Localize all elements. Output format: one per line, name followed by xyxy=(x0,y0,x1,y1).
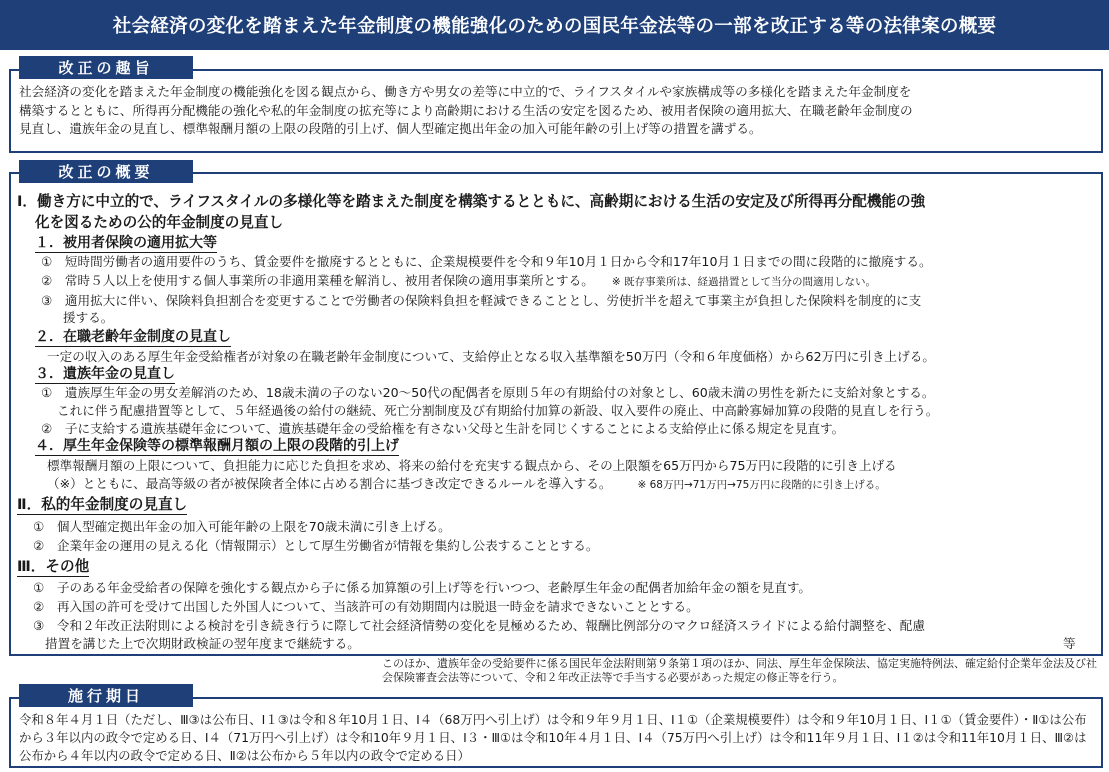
section-3-item-3-line1: ③ 令和２年改正法附則による検討を引き続き行うに際して社会経済情勢の変化を見極めるため、報酬比例部分のマクロ経済スライドによる給付調整を、配慮 xyxy=(33,618,925,633)
effective-date-text: 令和８年４月１日（ただし、Ⅲ③は公布日、Ⅰ１③は令和８年10月１日、Ⅰ４（68万円へ引上げ）は令和９年９月１日、Ⅰ１①（企業規模要件）は令和９年10月１日、Ⅰ１①（賃金要件）・Ⅱ①は公布から３年以内の政令で定める日、Ⅰ４（71万円へ引上げ）は令和10年９月１日、Ⅰ３・Ⅲ①は令和10年４月１日、Ⅰ４（75万円へ引上げ）は令和11年９月１日、Ⅰ１②は令和11年10月１日、Ⅲ②は公布から４年以内の政令で定める日、Ⅱ②は公布から５年以内の政令で定める日） xyxy=(19,712,1087,763)
section-1-4-text-line2-body: （※）とともに、最高等級の者が被保険者全体に占める割合に基づき改定できるルールを導入する。 xyxy=(47,476,612,491)
section-1-2-heading: ２．在職老齢年金制度の見直し xyxy=(35,326,231,347)
effective-date-tab: 施行期日 xyxy=(19,684,193,707)
section-1-heading-line1: Ⅰ．働き方に中立的で、ライフスタイルの多様化等を踏まえた制度を構築するとともに、高齢期における生活の安定及び所得再分配機能の強 xyxy=(17,193,926,210)
section-3-item-1: ① 子のある年金受給者の保障を強化する観点から子に係る加算額の引上げ等を行いつつ、老齢厚生年金の配偶者加給年金の額を見直す。 xyxy=(33,580,811,595)
purpose-line-1: 社会経済の変化を踏まえた年金制度の機能強化を図る観点から、働き方や男女の差等に中立的で、ライフスタイルや家族構成等の多様化を踏まえた年金制度を xyxy=(19,84,912,99)
overview-box xyxy=(9,172,1103,656)
section-3-item-3-line2: 措置を講じた上で次期財政検証の翌年度まで継続する。 xyxy=(45,636,360,651)
section-2-item-2: ② 企業年金の運用の見える化（情報開示）として厚生労働省が情報を集約し公表することとする。 xyxy=(33,538,599,553)
section-1-4-text-line2 xyxy=(47,473,886,492)
purpose-box xyxy=(9,69,1103,153)
purpose-line-3: 見直し、遺族年金の見直し、標準報酬月額の上限の段階的引上げ、個人型確定拠出年金の加入可能年齢の引上げ等の措置を講ずる。 xyxy=(19,121,762,136)
section-1-3-item-2: ② 子に支給する遺族基礎年金について、遺族基礎年金の受給権を有さない父母と生計を同じくすることによる支給停止に係る規定を見直す。 xyxy=(41,421,845,436)
section-1-4-note: ※ 68万円→71万円→75万円に段階的に引き上げる。 xyxy=(637,479,886,491)
section-1-1-item-2-text: ② 常時５人以上を使用する個人事業所の非適用業種を解消し、被用者保険の適用事業所とする。 xyxy=(41,273,594,288)
section-1-2-text: 一定の収入のある厚生年金受給権者が対象の在職老齢年金制度について、支給停止となる収入基準額を50万円（令和６年度価格）から62万円に引き上げる。 xyxy=(47,349,935,364)
purpose-line-2: 構築するとともに、所得再分配機能の強化や私的年金制度の拡充等により高齢期における生活の安定を図るため、被用者保険の適用拡大、在職老齢年金制度の xyxy=(19,102,913,118)
section-3-heading: Ⅲ．その他 xyxy=(17,555,89,577)
section-1-1-heading: １．被用者保険の適用拡大等 xyxy=(35,232,217,253)
effective-date-box xyxy=(9,697,1103,768)
section-2-item-1: ① 個人型確定拠出年金の加入可能年齢の上限を70歳未満に引き上げる。 xyxy=(33,519,451,534)
section-1-3-heading: ３．遺族年金の見直し xyxy=(35,363,175,384)
overview-tab: 改正の概要 xyxy=(19,160,193,183)
purpose-tab: 改正の趣旨 xyxy=(19,56,193,79)
section-1-4-text-line1: 標準報酬月額の上限について、負担能力に応じた負担を求め、将来の給付を充実する観点から、その上限額を65万円から75万円に段階的に引き上げる xyxy=(47,458,897,473)
section-1-1-item-2 xyxy=(41,270,876,289)
footer-note: このほか、遺族年金の受給要件に係る国民年金法附則第９条第１項のほか、同法、厚生年金保険法、協定実施特例法、確定給付企業年金法及び社会保険審査会法等について、令和２年改正法等で手当する必要があった規定の修正等を行う。 xyxy=(382,657,1097,684)
section-1-1-item-2-note: ※ 既存事業所は、経過措置として当分の間適用しない。 xyxy=(611,276,876,288)
section-1-3-item-1-line1: ① 遺族厚生年金の男女差解消のため、18歳未満の子のない20～50代の配偶者を原則５年の有期給付の対象とし、60歳未満の男性を新たに支給対象とする。 xyxy=(41,385,935,400)
section-1-3-item-1-line2: これに伴う配慮措置等として、５年経過後の給付の継続、死亡分割制度及び有期給付加算の新設、収入要件の廃止、中高齢寡婦加算の段階的見直しを行う。 xyxy=(57,403,939,418)
section-3-item-2: ② 再入国の許可を受けて出国した外国人について、当該許可の有効期間内は脱退一時金を請求できないこととする。 xyxy=(33,599,699,614)
section-1-1-item-3-line2: 援する。 xyxy=(63,310,114,325)
section-1-heading-line2: 化を図るための公的年金制度の見直し xyxy=(35,214,284,231)
section-2-heading: Ⅱ．私的年金制度の見直し xyxy=(17,493,187,515)
section-1-1-item-3-line1: ③ 適用拡大に伴い、保険料負担割合を変更することで労働者の保険料負担を軽減できることとし、労使折半を超えて事業主が負担した保険料を制度的に支 xyxy=(41,293,922,308)
section-1-1-item-1: ① 短時間労働者の適用要件のうち、賃金要件を撤廃するとともに、企業規模要件を令和９年10月１日から令和17年10月１日までの間に段階的に撤廃する。 xyxy=(41,254,932,269)
page-title: 社会経済の変化を踏まえた年金制度の機能強化のための国民年金法等の一部を改正する等の法律案の概要 xyxy=(0,0,1109,50)
section-1-4-heading: ４．厚生年金保険等の標準報酬月額の上限の段階的引上げ xyxy=(35,435,399,456)
section-3-item-3-etc: 等 xyxy=(1063,636,1076,651)
